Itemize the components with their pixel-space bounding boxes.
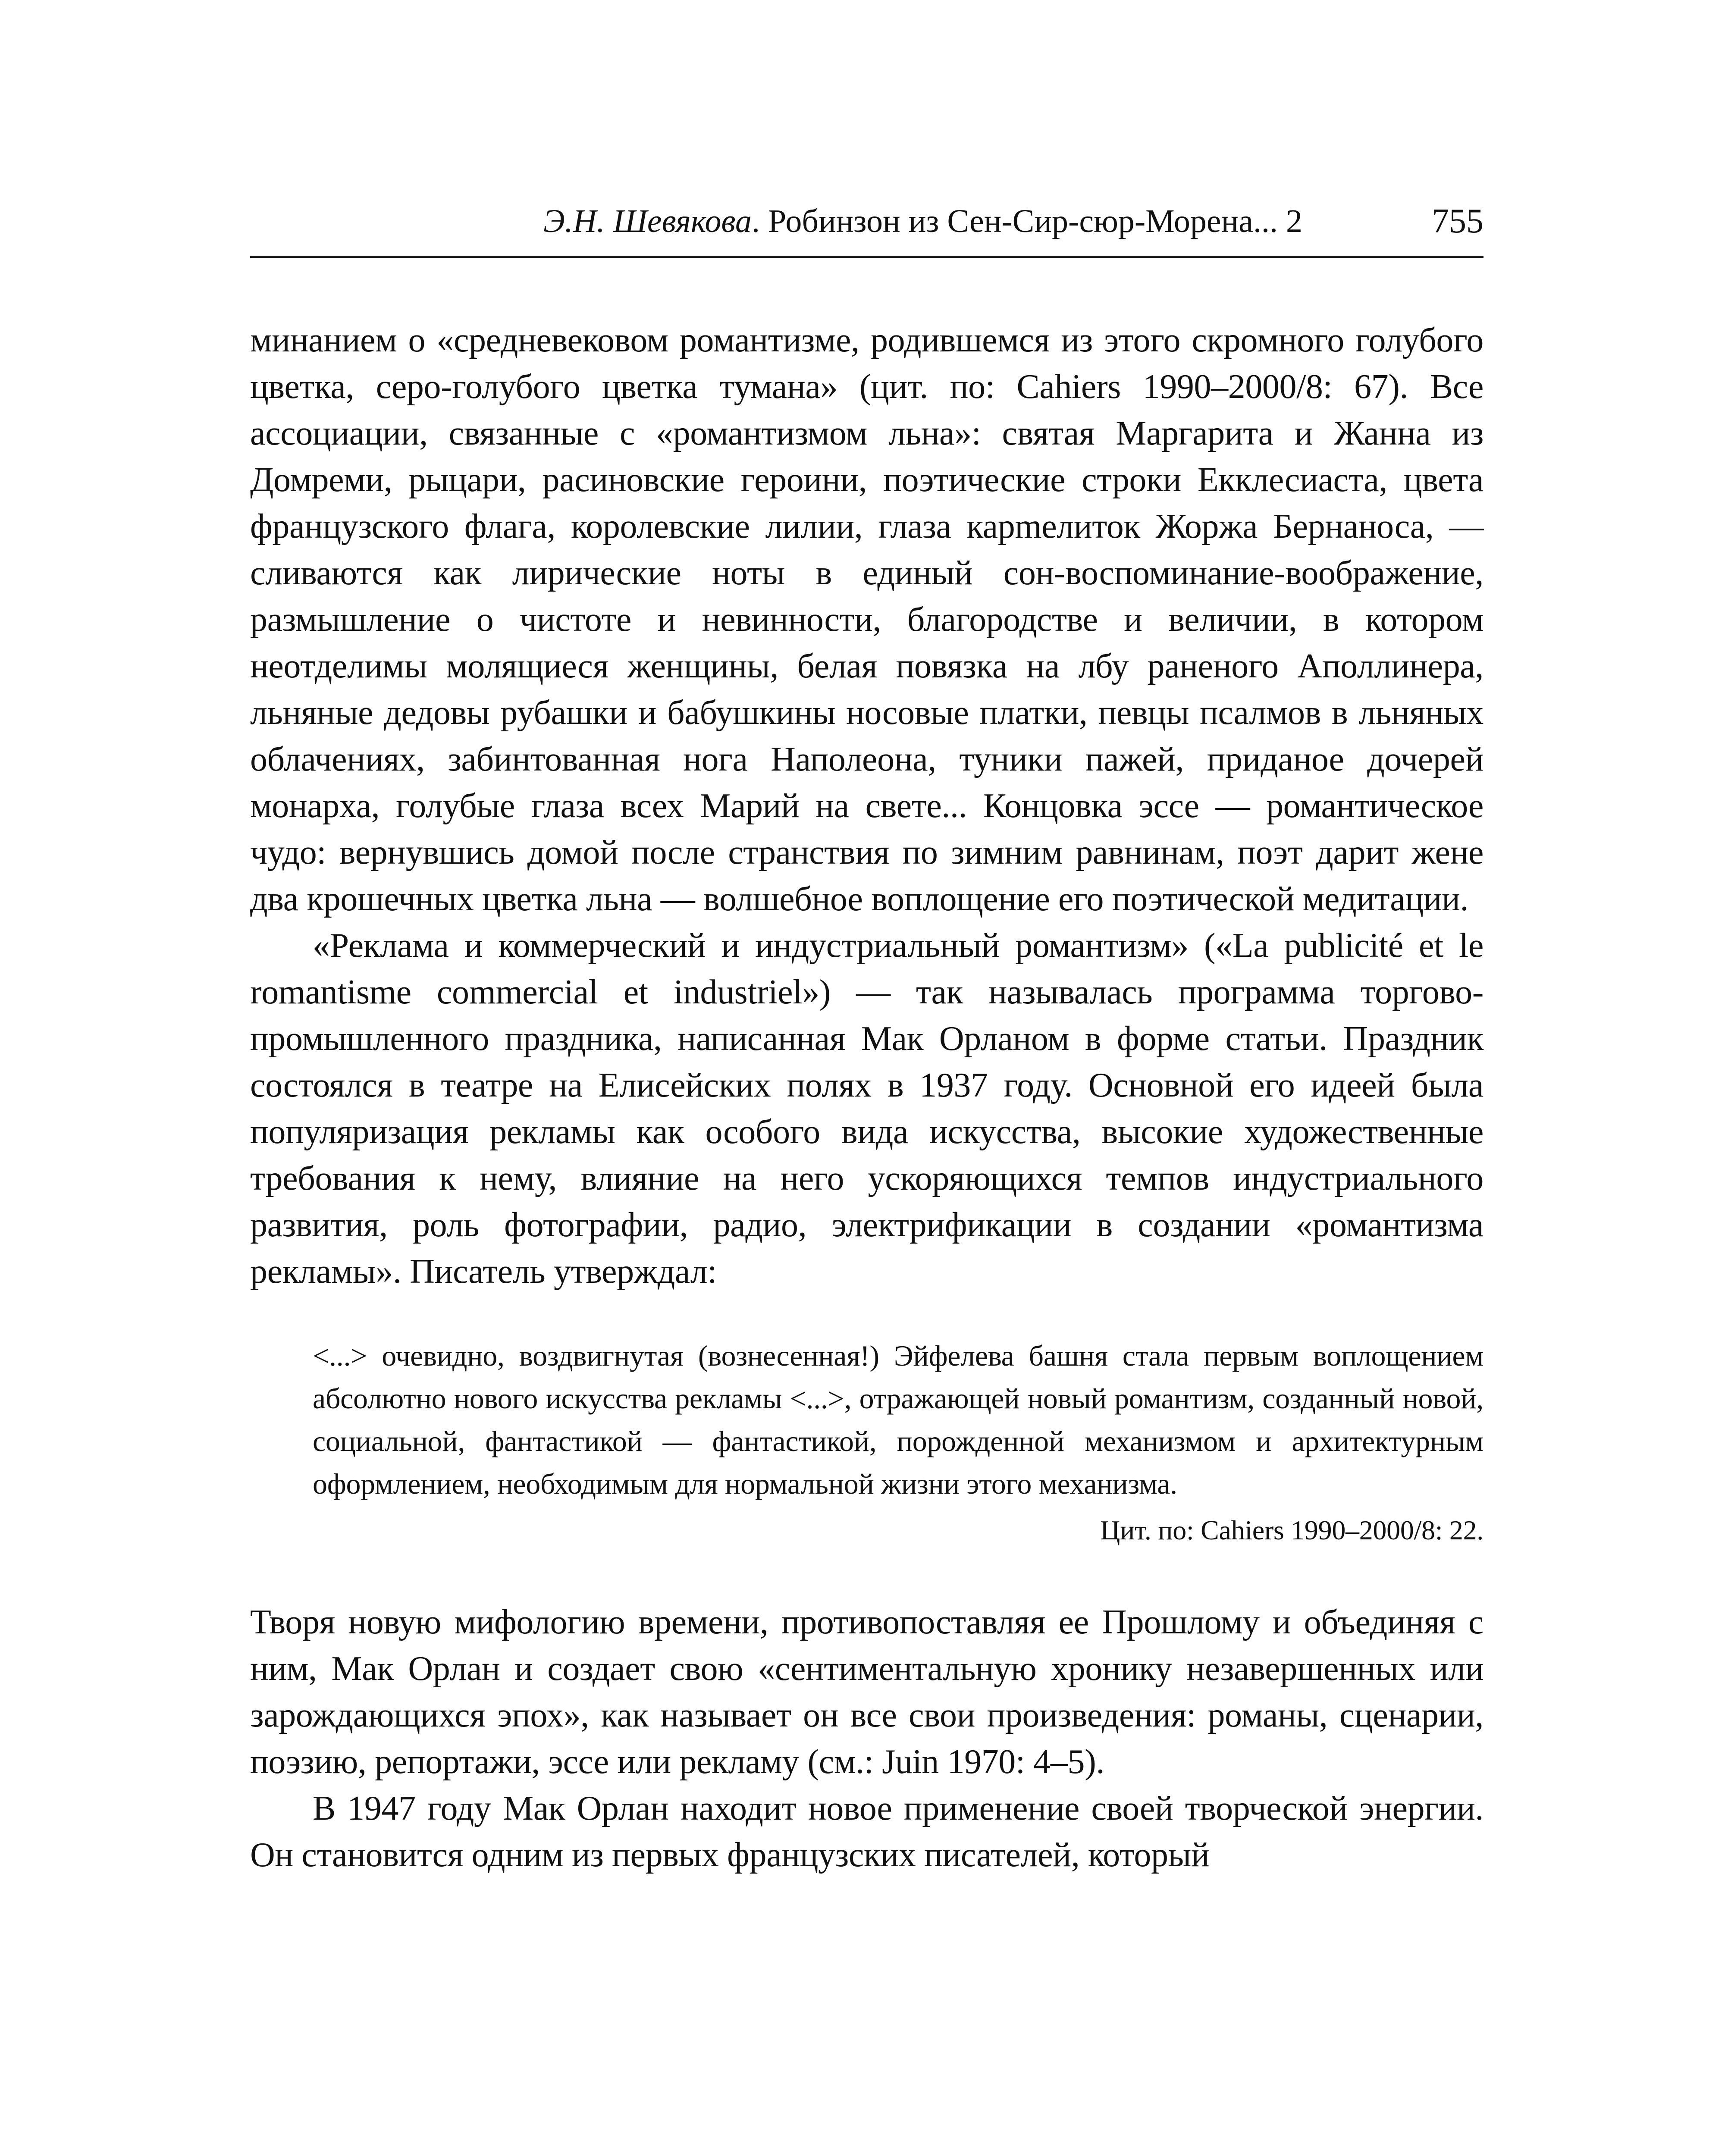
running-head-author: Э.Н. Шевякова — [543, 203, 752, 239]
running-head — [250, 197, 1484, 258]
paragraph-advertising: «Реклама и коммерческий и индустриальный романтизм» («La publicité et le romantisme commercial et industriel») — так называлась программа торгово-промышленного праздника, написанная Мак Орланом в форме статьи. Праздник состоялся в театре на Елисейских полях в 1937 году. Основной его идеей была популяризация рекламы как особого вида искусства, высокие художественные требования к нему, влияние на него ускоряющихся темпов индустриального развития, роль фотографии, радио, электрификации в создании «романтизма рекламы». Писатель утверждал: — [250, 927, 1484, 1291]
block-quote — [250, 1335, 1484, 1551]
running-head-title: . Робинзон из Сен-Сир-сюр-Морена... 2 — [752, 203, 1302, 239]
paragraph-1947: В 1947 году Мак Орлан находит новое применение своей творческой энергии. Он становится одним из первых французских писателей, который — [250, 1789, 1484, 1874]
block-quote-source: Цит. по: Cahiers 1990–2000/8: 22. — [1100, 1515, 1484, 1545]
block-quote-text: <...> очевидно, воздвигнутая (вознесенная!) Эйфелева башня стала первым воплощением абсолютно нового искусства рекламы <...>, отражающей новый романтизм, созданный новой, социальной, фантастикой — фантастикой, порожденной механизмом и архитектурным оформлением, необходимым для нормальной жизни этого механизма. — [313, 1339, 1484, 1500]
paragraph-continued: минанием о «средневековом романтизме, родившемся из этого скромного голубого цветка, серо-голубого цветка тумана» (цит. по: Cahiers 1990–2000/8: 67). Все ассоциации, связанные с «романтизмом льна»: святая Маргарита и Жанна из Домреми, рыцари, расиновские героини, поэтические строки Екклесиаста, цвета французского флага, королевские лилии, глаза карmелиток Жоржа Бернаноса, — сливаются как лирические ноты в единый сон-воспоминание-воображение, размышление о чистоте и невинности, благородстве и величии, в котором неотделимы молящиеся женщины, белая повязка на лбу раненого Аполлинера, льняные дедовы рубашки и бабушкины носовые платки, певцы псалмов в льняных облачениях, забинтованная нога Наполеона, туники пажей, приданое дочерей монарха, голубые глаза всех Марий на свете... Концовка эссе — романтическое чудо: вернувшись домой после странствия по зимним равнинам, поэт дарит жене два крошечных цветка льна — волшебное воплощение его поэтической медитации. — [250, 321, 1484, 918]
paragraph-mythology: Творя новую мифологию времени, противопоставляя ее Прошлому и объединяя с ним, Мак Орлан и создает свою «сентиментальную хронику незавершенных или зарождающихся эпох», как называет он все свои произведения: романы, сценарии, поэзию, репортажи, эссе или рекламу (см.: Juin 1970: 4–5). — [250, 1603, 1484, 1781]
page-number: 755 — [1432, 202, 1484, 240]
page-body — [250, 317, 1484, 1878]
running-title — [250, 197, 1302, 245]
